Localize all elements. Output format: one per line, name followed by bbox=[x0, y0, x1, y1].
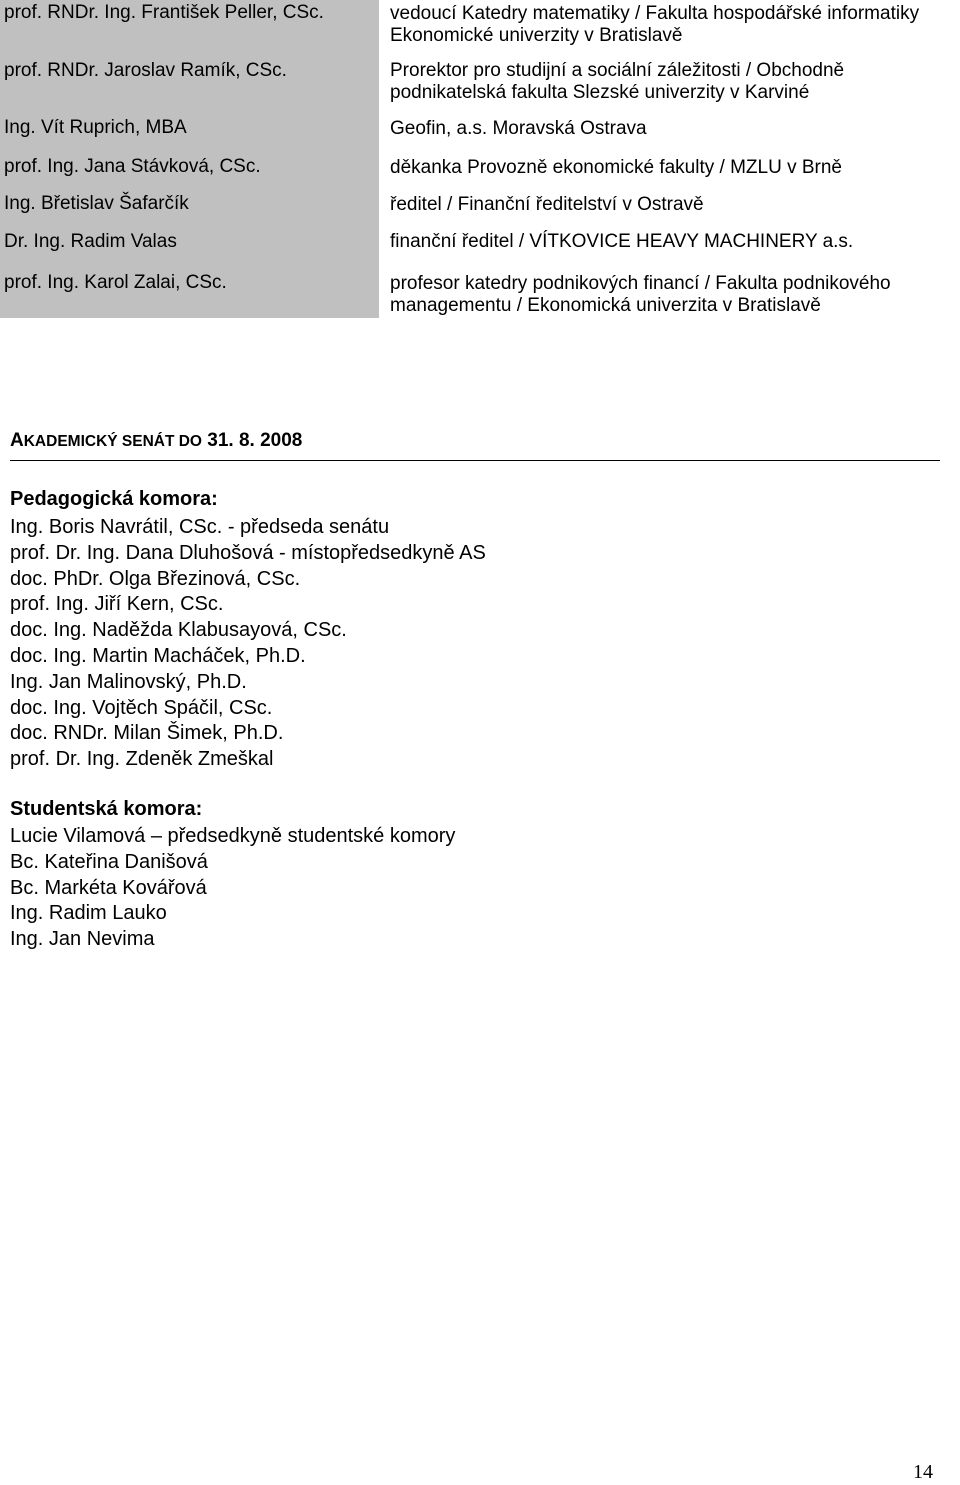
student-chamber-title: Studentská komora: bbox=[10, 798, 203, 820]
senate-heading-initial: A bbox=[10, 430, 24, 451]
list-item: doc. RNDr. Milan Šimek, Ph.D. bbox=[10, 722, 284, 745]
board-member-role bbox=[390, 157, 960, 179]
role-line: Ekonomické univerzity v Bratislavě bbox=[390, 25, 683, 46]
board-member-role bbox=[390, 231, 960, 253]
list-item: prof. Dr. Ing. Dana Dluhošová - místopředsedkyně AS bbox=[10, 541, 486, 564]
board-member-role bbox=[390, 118, 960, 140]
role-line: managementu / Ekonomická univerzita v Bratislavě bbox=[390, 295, 821, 316]
list-item: Ing. Jan Nevima bbox=[10, 928, 155, 951]
list-item: Bc. Markéta Kovářová bbox=[10, 876, 207, 899]
board-member-name: Ing. Vít Ruprich, MBA bbox=[4, 117, 187, 138]
role-line: Geofin, a.s. Moravská Ostrava bbox=[390, 118, 647, 139]
board-member-name: prof. Ing. Karol Zalai, CSc. bbox=[4, 272, 227, 293]
board-member-role bbox=[390, 194, 960, 216]
role-line: ředitel / Finanční ředitelství v Ostravě bbox=[390, 194, 704, 215]
list-item: doc. Ing. Martin Macháček, Ph.D. bbox=[10, 644, 306, 667]
list-item: doc. PhDr. Olga Březinová, CSc. bbox=[10, 567, 301, 590]
pedagogical-chamber-title: Pedagogická komora: bbox=[10, 488, 218, 510]
list-item: prof. Ing. Jiří Kern, CSc. bbox=[10, 593, 224, 616]
board-member-role bbox=[390, 273, 960, 317]
list-item: doc. Ing. Naděžda Klabusayová, CSc. bbox=[10, 619, 347, 642]
role-line: vedoucí Katedry matematiky / Fakulta hospodářské informatiky bbox=[390, 3, 920, 24]
list-item: prof. Dr. Ing. Zdeněk Zmeškal bbox=[10, 748, 274, 771]
list-item: Bc. Kateřina Danišová bbox=[10, 850, 208, 873]
senate-heading bbox=[10, 430, 302, 452]
list-item: Ing. Boris Navrátil, CSc. - předseda senátu bbox=[10, 516, 390, 538]
page-number: 14 bbox=[913, 1461, 933, 1483]
board-member-name: prof. RNDr. Ing. František Peller, CSc. bbox=[4, 2, 324, 23]
list-item: doc. Ing. Vojtěch Spáčil, CSc. bbox=[10, 696, 273, 719]
role-line: podnikatelská fakulta Slezské univerzity v Karviné bbox=[390, 82, 810, 103]
heading-divider bbox=[10, 460, 940, 461]
board-member-name: Ing. Břetislav Šafarčík bbox=[4, 193, 189, 214]
role-line: profesor katedry podnikových financí / Fakulta podnikového bbox=[390, 273, 891, 294]
list-item: Lucie Vilamová – předsedkyně studentské komory bbox=[10, 825, 456, 847]
board-member-name: Dr. Ing. Radim Valas bbox=[4, 231, 177, 252]
role-line: děkanka Provozně ekonomické fakulty / MZLU v Brně bbox=[390, 157, 842, 178]
role-line: Prorektor pro studijní a sociální záležitosti / Obchodně bbox=[390, 60, 845, 81]
list-item: Ing. Jan Malinovský, Ph.D. bbox=[10, 670, 247, 693]
board-member-name: prof. RNDr. Jaroslav Ramík, CSc. bbox=[4, 60, 287, 81]
board-member-role bbox=[390, 60, 960, 104]
role-line: finanční ředitel / VÍTKOVICE HEAVY MACHINERY a.s. bbox=[390, 231, 854, 252]
board-member-name: prof. Ing. Jana Stávková, CSc. bbox=[4, 156, 261, 177]
list-item: Ing. Radim Lauko bbox=[10, 902, 167, 925]
board-member-role bbox=[390, 3, 960, 47]
student-member-list bbox=[10, 824, 455, 953]
pedagogical-member-list bbox=[10, 515, 486, 773]
senate-heading-caps: KADEMICKÝ SENÁT DO bbox=[23, 433, 202, 450]
senate-heading-date: 31. 8. 2008 bbox=[202, 430, 303, 451]
